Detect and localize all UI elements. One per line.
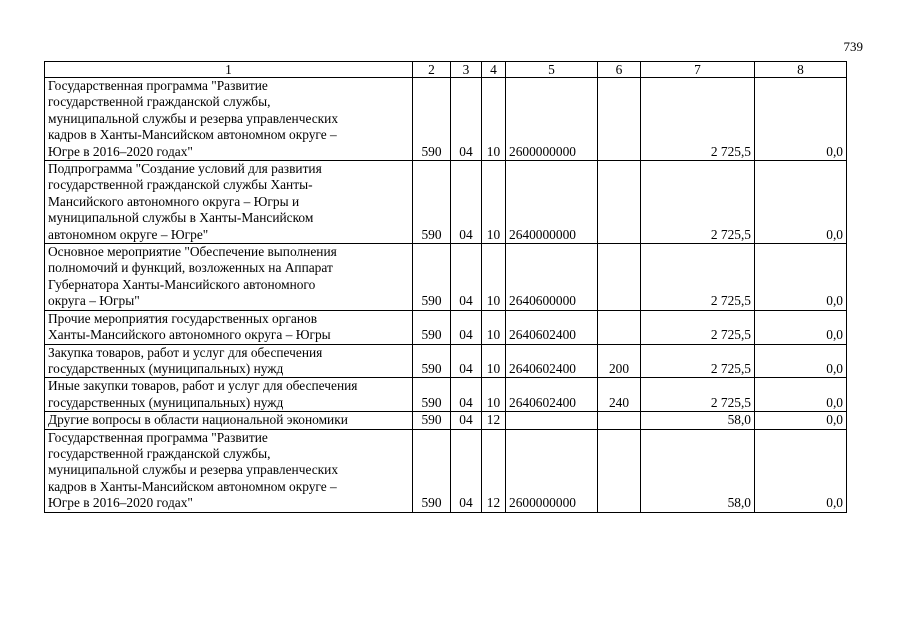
row-code-6-cell: [598, 412, 641, 429]
row-code-6-cell: [598, 78, 641, 161]
row-name-cell: Закупка товаров, работ и услуг для обеспечения государственных (муниципальных) нужд: [45, 344, 413, 378]
row-amount-7-cell: 2 725,5: [641, 344, 755, 378]
row-code-5-cell: 2600000000: [506, 429, 598, 512]
row-code-5-cell: 2640602400: [506, 310, 598, 344]
row-amount-8-cell: 0,0: [755, 429, 847, 512]
row-code-3-cell: 04: [451, 78, 482, 161]
column-header-4: 4: [482, 62, 506, 78]
row-code-3-cell: 04: [451, 378, 482, 412]
column-header-7: 7: [641, 62, 755, 78]
row-code-4-cell: 10: [482, 78, 506, 161]
row-amount-8-cell: 0,0: [755, 244, 847, 311]
column-header-2: 2: [413, 62, 451, 78]
row-code-3-cell: 04: [451, 244, 482, 311]
table-header-row: [45, 62, 847, 78]
table-row: [45, 344, 847, 378]
row-amount-8-cell: 0,0: [755, 378, 847, 412]
row-amount-7-cell: 2 725,5: [641, 78, 755, 161]
row-code-3-cell: 04: [451, 429, 482, 512]
column-header-6: 6: [598, 62, 641, 78]
table-row: [45, 310, 847, 344]
row-amount-7-cell: 58,0: [641, 429, 755, 512]
row-code-2-cell: 590: [413, 344, 451, 378]
row-code-3-cell: 04: [451, 161, 482, 244]
row-code-5-cell: 2640602400: [506, 378, 598, 412]
row-amount-8-cell: 0,0: [755, 78, 847, 161]
row-amount-8-cell: 0,0: [755, 412, 847, 429]
row-code-6-cell: [598, 310, 641, 344]
row-name-cell: Основное мероприятие "Обеспечение выполнения полномочий и функций, возложенных на Аппарат Губернатора Ханты-Мансийского автономного округа – Югры": [45, 244, 413, 311]
row-amount-7-cell: 2 725,5: [641, 244, 755, 311]
row-code-3-cell: 04: [451, 344, 482, 378]
row-amount-8-cell: 0,0: [755, 310, 847, 344]
row-name-cell: Государственная программа "Развитие государственной гражданской службы, муниципальной службы и резерва управленческих кадров в Ханты-Мансийском автономном округе – Югре в 2016–2020 годах": [45, 78, 413, 161]
page-number: 739: [843, 39, 863, 54]
row-code-4-cell: 10: [482, 244, 506, 311]
row-code-4-cell: 10: [482, 161, 506, 244]
row-amount-8-cell: 0,0: [755, 161, 847, 244]
table-row: [45, 244, 847, 311]
row-code-6-cell: [598, 161, 641, 244]
row-code-3-cell: 04: [451, 310, 482, 344]
row-code-2-cell: 590: [413, 244, 451, 311]
column-header-5: 5: [506, 62, 598, 78]
row-amount-7-cell: 2 725,5: [641, 310, 755, 344]
row-code-4-cell: 12: [482, 412, 506, 429]
column-header-1: 1: [45, 62, 413, 78]
row-amount-7-cell: 58,0: [641, 412, 755, 429]
row-name-cell: Подпрограмма "Создание условий для развития государственной гражданской службы Ханты- Мансийского автономного округа – Югры и муниципальной службы в Ханты-Мансийском автономном округе – Югре": [45, 161, 413, 244]
row-name-cell: Государственная программа "Развитие государственной гражданской службы, муниципальной службы и резерва управленческих кадров в Ханты-Мансийском автономном округе – Югре в 2016–2020 годах": [45, 429, 413, 512]
row-amount-7-cell: 2 725,5: [641, 161, 755, 244]
row-amount-7-cell: 2 725,5: [641, 378, 755, 412]
table-row: [45, 412, 847, 429]
row-code-6-cell: [598, 429, 641, 512]
row-code-5-cell: 2640600000: [506, 244, 598, 311]
row-code-5-cell: [506, 412, 598, 429]
column-header-8: 8: [755, 62, 847, 78]
row-code-5-cell: 2640000000: [506, 161, 598, 244]
row-code-2-cell: 590: [413, 310, 451, 344]
row-code-4-cell: 10: [482, 378, 506, 412]
row-code-6-cell: 200: [598, 344, 641, 378]
row-code-5-cell: 2600000000: [506, 78, 598, 161]
row-amount-8-cell: 0,0: [755, 344, 847, 378]
row-name-cell: Другие вопросы в области национальной экономики: [45, 412, 413, 429]
row-code-4-cell: 10: [482, 344, 506, 378]
table-row: [45, 429, 847, 512]
row-code-6-cell: [598, 244, 641, 311]
row-code-4-cell: 12: [482, 429, 506, 512]
row-code-2-cell: 590: [413, 429, 451, 512]
column-header-3: 3: [451, 62, 482, 78]
table-row: [45, 161, 847, 244]
row-code-6-cell: 240: [598, 378, 641, 412]
row-code-2-cell: 590: [413, 412, 451, 429]
table-row: [45, 78, 847, 161]
budget-table: [44, 61, 847, 513]
row-code-2-cell: 590: [413, 378, 451, 412]
row-code-3-cell: 04: [451, 412, 482, 429]
row-code-2-cell: 590: [413, 78, 451, 161]
row-code-2-cell: 590: [413, 161, 451, 244]
row-code-5-cell: 2640602400: [506, 344, 598, 378]
table-row: [45, 378, 847, 412]
row-code-4-cell: 10: [482, 310, 506, 344]
row-name-cell: Прочие мероприятия государственных органов Ханты-Мансийского автономного округа – Югры: [45, 310, 413, 344]
row-name-cell: Иные закупки товаров, работ и услуг для обеспечения государственных (муниципальных) нужд: [45, 378, 413, 412]
